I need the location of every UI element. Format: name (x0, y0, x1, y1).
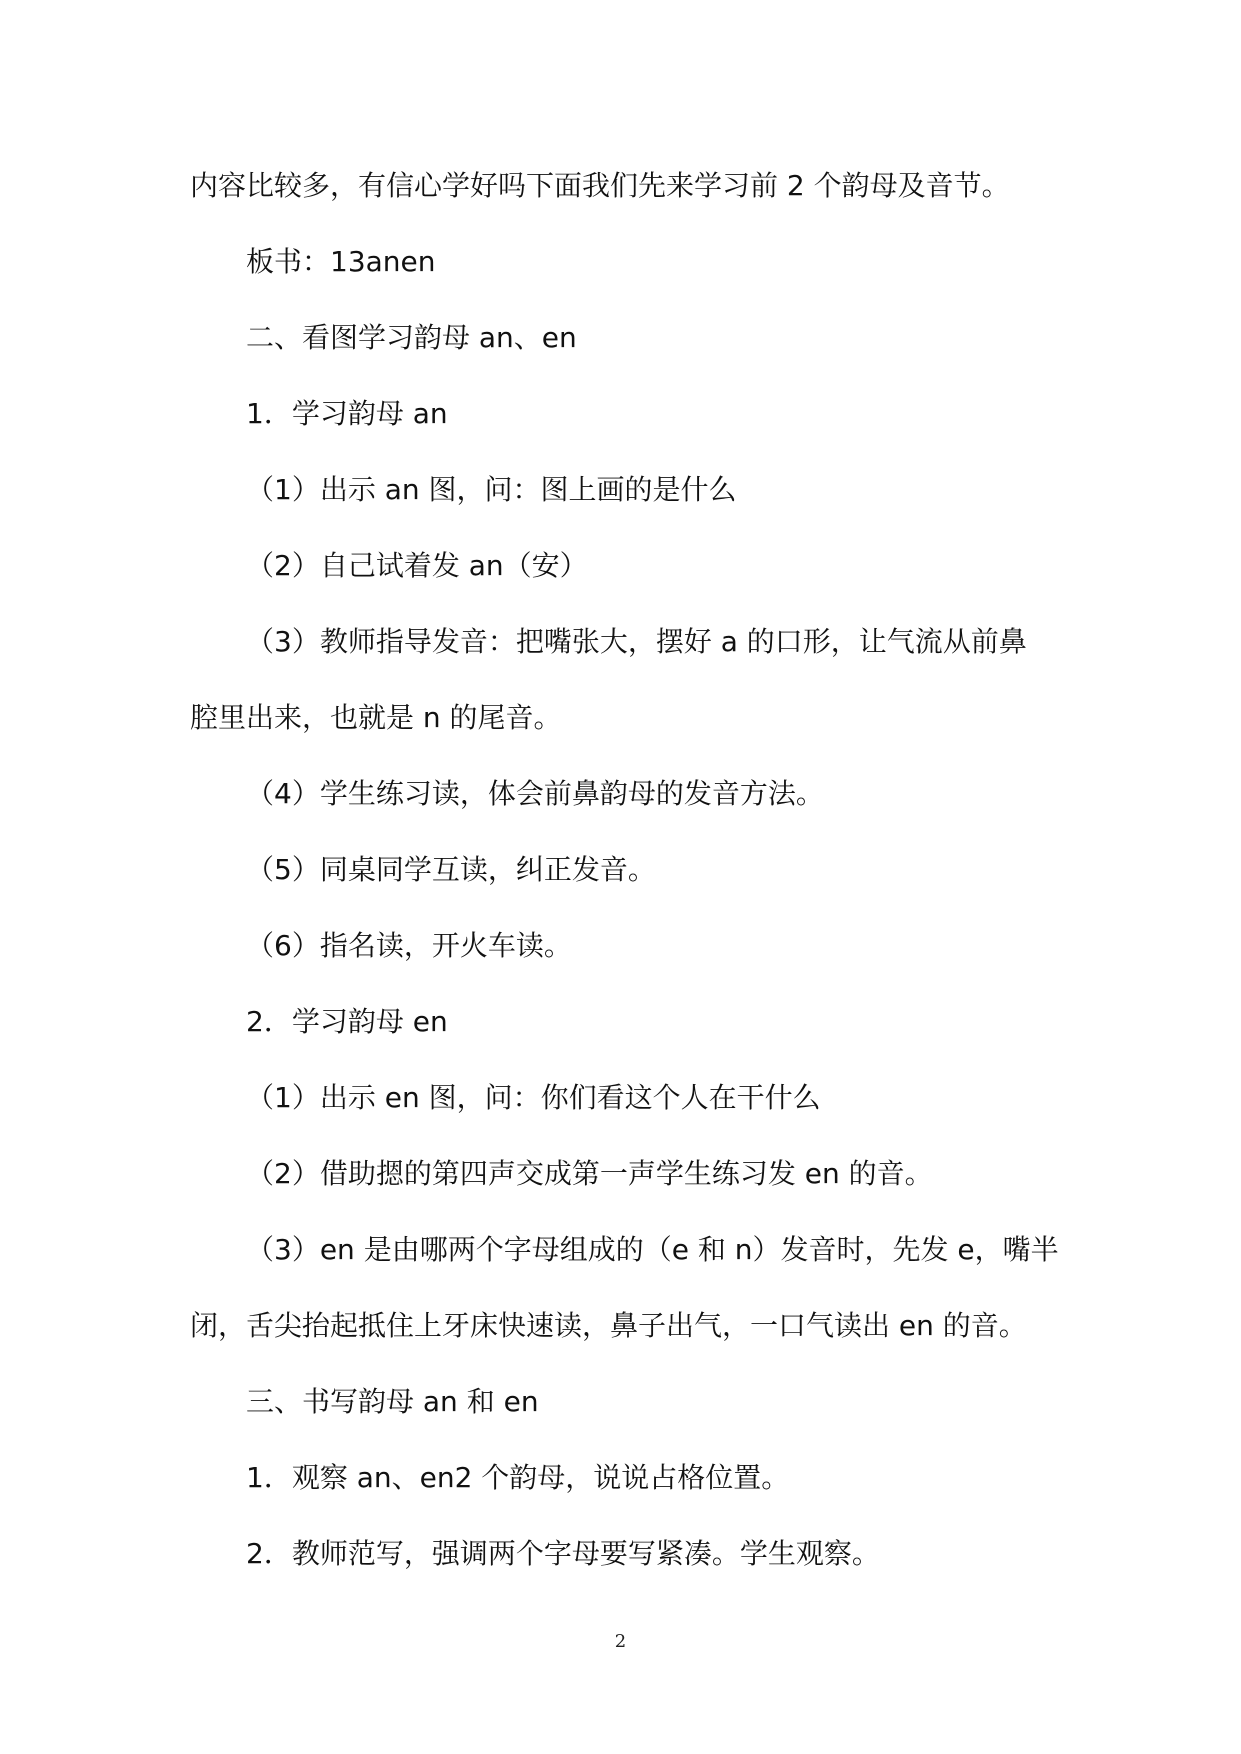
step-item-7: （1）出示 en 图，问：你们看这个人在干什么 (246, 1081, 821, 1114)
paragraph-1: 内容比较多，有信心学好吗下面我们先来学习前 2 个韵母及音节。 (190, 169, 1010, 202)
step-item-4: （4）学生练习读，体会前鼻韵母的发音方法。 (246, 777, 824, 810)
page-number: 2 (614, 1631, 627, 1652)
step-item-3-continued: 腔里出来，也就是 n 的尾音。 (190, 701, 562, 734)
section-heading-3: 三、书写韵母 an 和 en (246, 1385, 539, 1418)
step-heading-1: 1．学习韵母 an (246, 397, 448, 430)
step-item-6: （6）指名读，开火车读。 (246, 929, 572, 962)
step-heading-2: 2．学习韵母 en (246, 1005, 448, 1038)
step-item-11: 2．教师范写，强调两个字母要写紧凑。学生观察。 (246, 1537, 880, 1570)
step-item-8: （2）借助摁的第四声交成第一声学生练习发 en 的音。 (246, 1157, 933, 1190)
step-item-9: （3）en 是由哪两个字母组成的（e 和 n）发音时，先发 e，嘴半 (246, 1233, 1059, 1266)
section-heading-2: 二、看图学习韵母 an、en (246, 321, 577, 354)
step-item-2: （2）自己试着发 an（安） (246, 549, 588, 582)
document-body (190, 148, 1060, 1592)
step-item-10: 1．观察 an、en2 个韵母，说说占格位置。 (246, 1461, 790, 1494)
step-item-9-continued: 闭，舌尖抬起抵住上牙床快速读，鼻子出气，一口气读出 en 的音。 (190, 1309, 1027, 1342)
paragraph-2: 板书：13anen (246, 245, 436, 278)
step-item-5: （5）同桌同学互读，纠正发音。 (246, 853, 656, 886)
step-item-1: （1）出示 an 图，问：图上画的是什么 (246, 473, 737, 506)
step-item-3: （3）教师指导发音：把嘴张大，摆好 a 的口形，让气流从前鼻 (246, 625, 1027, 658)
